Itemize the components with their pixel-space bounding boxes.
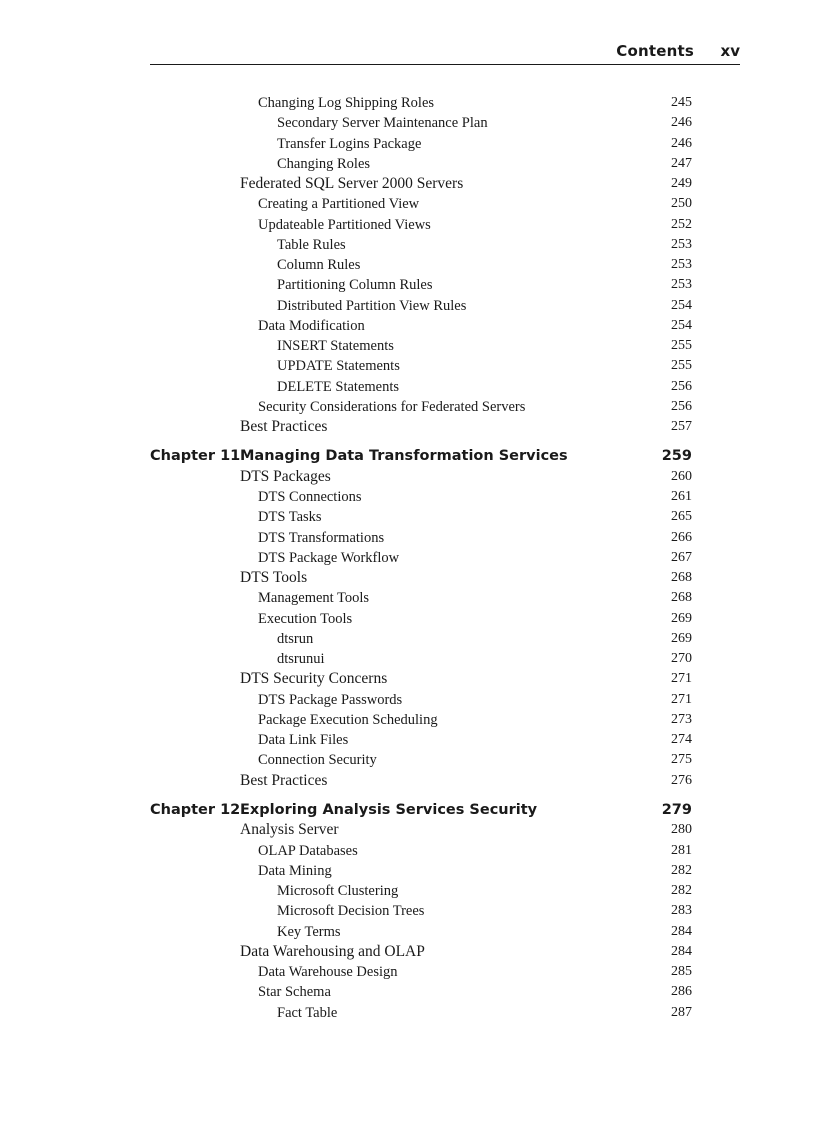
toc-entry xyxy=(0,356,816,376)
toc-entry xyxy=(0,93,816,113)
toc-entry xyxy=(0,861,816,881)
toc-entry-title: Updateable Partitioned Views xyxy=(258,216,431,233)
toc-entry-title: DTS Transformations xyxy=(258,529,385,546)
toc-entry xyxy=(0,336,816,356)
toc-entry xyxy=(0,113,816,133)
toc-entry-title: Table Rules xyxy=(277,236,346,253)
toc-entry xyxy=(0,982,816,1002)
toc-page-number: 271 xyxy=(671,671,692,687)
toc-entry xyxy=(0,194,816,214)
toc-entry-title: Microsoft Decision Trees xyxy=(277,903,425,920)
toc-entry-title: Creating a Partitioned View xyxy=(258,196,420,213)
toc-entry xyxy=(0,922,816,942)
toc-entry xyxy=(0,649,816,669)
toc-page-number: 279 xyxy=(661,801,692,818)
toc-entry xyxy=(0,275,816,295)
toc-entry-title: Transfer Logins Package xyxy=(277,135,422,152)
toc-entry xyxy=(0,154,816,174)
toc-entry-title: Fact Table xyxy=(277,1004,338,1021)
toc-page-number: 283 xyxy=(671,903,692,919)
toc-entry xyxy=(0,942,816,962)
header-title: Contents xyxy=(616,42,694,60)
toc-chapter-entry xyxy=(0,800,816,821)
toc-entry-title: DTS Package Passwords xyxy=(258,691,403,708)
toc-entry-title: dtsrun xyxy=(277,630,314,647)
toc-page-number: 259 xyxy=(661,448,692,465)
toc-entry-title: Data Link Files xyxy=(258,732,349,748)
toc-page-number: 282 xyxy=(671,862,692,878)
toc-entry-title: Secondary Server Maintenance Plan xyxy=(277,115,488,132)
toc-page-number: 250 xyxy=(671,196,692,212)
toc-page-number: 284 xyxy=(671,923,692,939)
toc-entry-title: Microsoft Clustering xyxy=(277,883,399,899)
toc-page-number: 253 xyxy=(671,236,692,252)
toc-page-number: 252 xyxy=(671,216,692,232)
toc-entry-title: Changing Roles xyxy=(277,155,371,172)
toc-chapter-entry xyxy=(0,446,816,467)
toc-entry-title: Column Rules xyxy=(277,257,361,273)
toc-entry xyxy=(0,568,816,588)
toc-entry-title: Analysis Server xyxy=(240,821,339,839)
toc-page-number: 246 xyxy=(671,135,692,151)
toc-entry-title: Key Terms xyxy=(277,923,341,940)
chapter-title: Managing Data Transformation Services xyxy=(240,448,568,465)
toc-entry-title: dtsrunui xyxy=(277,651,325,667)
toc-entry-title: DTS Tasks xyxy=(258,509,322,526)
toc-entry xyxy=(0,669,816,689)
toc-entry xyxy=(0,528,816,548)
toc-page-number: 261 xyxy=(671,489,692,504)
toc-entry xyxy=(0,467,816,487)
toc-entry-title: Execution Tools xyxy=(258,610,353,627)
toc-entry-title: DTS Packages xyxy=(240,467,331,485)
running-header xyxy=(150,42,740,65)
toc-entry-title: DELETE Statements xyxy=(277,378,400,395)
toc-entry xyxy=(0,771,816,791)
toc-page-number: 253 xyxy=(671,277,692,293)
chapter-label: Chapter 12 xyxy=(150,801,241,818)
toc-page-number: 281 xyxy=(671,842,692,858)
toc-page-number: 284 xyxy=(671,943,692,959)
toc-entry-title: Package Execution Scheduling xyxy=(258,711,438,728)
table-of-contents xyxy=(0,93,816,1023)
toc-entry xyxy=(0,215,816,235)
toc-page-number: 282 xyxy=(671,883,692,898)
toc-entry-title: Data Modification xyxy=(258,317,365,334)
toc-entry xyxy=(0,1003,816,1023)
toc-page-number: 267 xyxy=(671,549,692,565)
toc-entry xyxy=(0,174,816,194)
toc-page-number: 255 xyxy=(671,358,692,374)
toc-page-number: 256 xyxy=(671,398,692,414)
toc-page-number: 275 xyxy=(671,752,692,768)
toc-entry-title: Partitioning Column Rules xyxy=(277,277,433,294)
toc-entry xyxy=(0,235,816,255)
toc-entry xyxy=(0,629,816,649)
toc-entry-title: Data Warehouse Design xyxy=(258,964,398,980)
toc-entry xyxy=(0,417,816,437)
toc-entry xyxy=(0,487,816,507)
toc-page-number: 245 xyxy=(671,95,692,110)
toc-entry-title: DTS Security Concerns xyxy=(240,670,388,688)
toc-entry xyxy=(0,901,816,921)
toc-entry-title: Federated SQL Server 2000 Servers xyxy=(240,175,464,192)
toc-page-number: 280 xyxy=(671,822,692,838)
toc-page-number: 285 xyxy=(671,964,692,979)
toc-entry xyxy=(0,750,816,770)
toc-entry xyxy=(0,377,816,397)
toc-entry xyxy=(0,548,816,568)
toc-entry-title: Best Practices xyxy=(240,771,328,789)
toc-page-number: 247 xyxy=(671,155,692,171)
toc-page-number: 287 xyxy=(671,1004,692,1020)
toc-entry xyxy=(0,316,816,336)
toc-page-number: 265 xyxy=(671,509,692,525)
chapter-title: Exploring Analysis Services Security xyxy=(240,801,538,818)
toc-page-number: 246 xyxy=(671,115,692,131)
toc-entry-title: UPDATE Statements xyxy=(277,358,400,375)
toc-entry xyxy=(0,397,816,417)
toc-entry xyxy=(0,962,816,982)
toc-entry-title: DTS Package Workflow xyxy=(258,549,400,566)
toc-entry-title: DTS Tools xyxy=(240,569,308,586)
toc-entry xyxy=(0,690,816,710)
toc-page-number: 268 xyxy=(671,590,692,606)
toc-page-number: 273 xyxy=(671,711,692,727)
toc-entry-title: Management Tools xyxy=(258,590,370,607)
toc-page-number: 253 xyxy=(671,257,692,272)
toc-entry xyxy=(0,841,816,861)
toc-page-number: 269 xyxy=(671,630,692,646)
toc-page-number: 254 xyxy=(671,317,692,333)
toc-entry-title: DTS Connections xyxy=(258,489,362,505)
toc-entry xyxy=(0,588,816,608)
toc-entry-title: Data Warehousing and OLAP xyxy=(240,942,425,960)
toc-entry-title: Data Mining xyxy=(258,862,332,879)
toc-page-number: 268 xyxy=(671,570,692,585)
toc-entry xyxy=(0,730,816,750)
toc-entry xyxy=(0,609,816,629)
toc-entry-title: OLAP Databases xyxy=(258,842,358,859)
toc-entry-title: Best Practices xyxy=(240,418,328,435)
toc-page-number: 257 xyxy=(671,419,692,434)
toc-page-number: 269 xyxy=(671,610,692,626)
toc-entry-title: Changing Log Shipping Roles xyxy=(258,95,435,111)
toc-page-number: 286 xyxy=(671,984,692,1000)
toc-entry xyxy=(0,710,816,730)
toc-entry-title: Security Considerations for Federated Servers xyxy=(258,398,526,415)
toc-entry xyxy=(0,507,816,527)
chapter-label: Chapter 11 xyxy=(150,448,241,465)
header-page-number: xv xyxy=(720,42,740,60)
toc-entry xyxy=(0,881,816,901)
toc-page-number: 260 xyxy=(671,468,692,484)
toc-entry xyxy=(0,296,816,316)
toc-page-number: 266 xyxy=(671,529,692,545)
toc-entry-title: Distributed Partition View Rules xyxy=(277,297,467,314)
toc-entry-title: INSERT Statements xyxy=(277,338,394,354)
toc-page-number: 276 xyxy=(671,772,692,788)
toc-entry xyxy=(0,820,816,840)
toc-entry xyxy=(0,255,816,275)
toc-entry-title: Connection Security xyxy=(258,752,377,769)
toc-page-number: 270 xyxy=(671,651,692,666)
toc-entry-title: Star Schema xyxy=(258,984,331,1001)
toc-page-number: 255 xyxy=(671,338,692,353)
toc-page-number: 256 xyxy=(671,378,692,394)
toc-page-number: 254 xyxy=(671,297,692,313)
toc-page-number: 249 xyxy=(671,176,692,191)
toc-page-number: 271 xyxy=(671,691,692,707)
toc-page-number: 274 xyxy=(671,732,692,747)
toc-entry xyxy=(0,134,816,154)
